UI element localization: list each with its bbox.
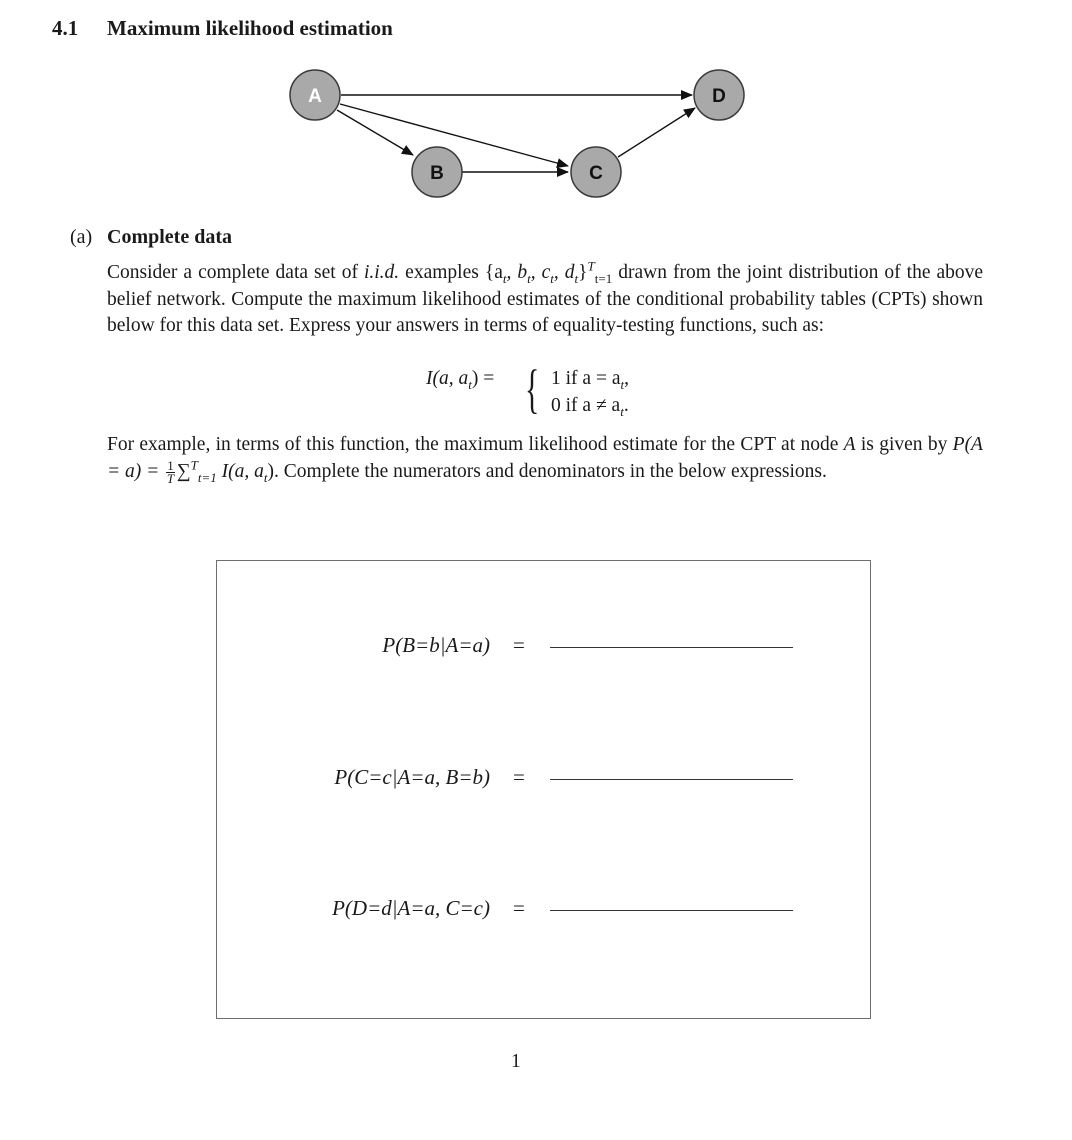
equals-sign: = — [513, 765, 525, 789]
paragraph-intro: Consider a complete data set of i.i.d. examples {$a_t$, $b_t$, $c_t$, $d_t\}^T_{t=1}$ drawn from the joint distribution of the above belief network. Compute the maximum likelihood estimates of the conditional probability tables (CPTs) shown below for this data set. Express your answers in terms of equality-testing functions, such as: — [107, 258, 984, 336]
page-number: 1 — [511, 1051, 521, 1072]
node-a-label: A — [308, 86, 322, 107]
answer-blank-b[interactable] — [550, 647, 793, 648]
cpt-c-given-a-b: P(C=c|A=a, B=b) — [334, 765, 490, 789]
node-d-label: D — [712, 86, 726, 107]
indicator-case-notequal: 0 if $a \ne a_t$. — [551, 395, 629, 419]
node-a — [290, 70, 340, 120]
answer-blank-c[interactable] — [550, 779, 793, 780]
answer-box — [216, 560, 871, 1019]
edge-c-d — [618, 108, 695, 157]
paragraph-example: For example, in terms of this function, the maximum likelihood estimate for the CPT at node A is given by P(A = a) = $\frac{1}{T}$ ∑$^T_{t=1}$ I(a, $a_t$). Complete the numerators and denominators in the below expressions. — [107, 434, 983, 486]
cases-brace: { — [525, 359, 540, 419]
sum-symbol: ∑ — [176, 460, 191, 482]
equals-sign: = — [513, 896, 525, 920]
node-c — [571, 147, 621, 197]
answer-blank-d[interactable] — [550, 910, 793, 911]
edge-a-b — [337, 110, 413, 155]
section-title: Maximum likelihood estimation — [107, 16, 393, 40]
belief-network-diagram — [0, 0, 1072, 230]
part-label: (a) — [70, 226, 93, 248]
cpt-d-given-a-c: P(D=d|A=a, C=c) — [332, 896, 490, 920]
section-number: 4.1 — [52, 16, 79, 40]
node-d — [694, 70, 744, 120]
node-b-label: B — [430, 163, 444, 184]
node-c-label: C — [589, 163, 603, 184]
node-b — [412, 147, 462, 197]
cpt-b-given-a: P(B=b|A=a) — [382, 633, 490, 657]
indicator-case-equal: 1 if $a = a_t$, — [551, 368, 629, 392]
equals-sign: = — [513, 633, 525, 657]
part-title: Complete data — [107, 226, 232, 248]
fraction-one-over-t: $\frac{1}{T}$ — [166, 457, 175, 486]
indicator-definition: I(a, $a_t$) = — [426, 368, 495, 392]
